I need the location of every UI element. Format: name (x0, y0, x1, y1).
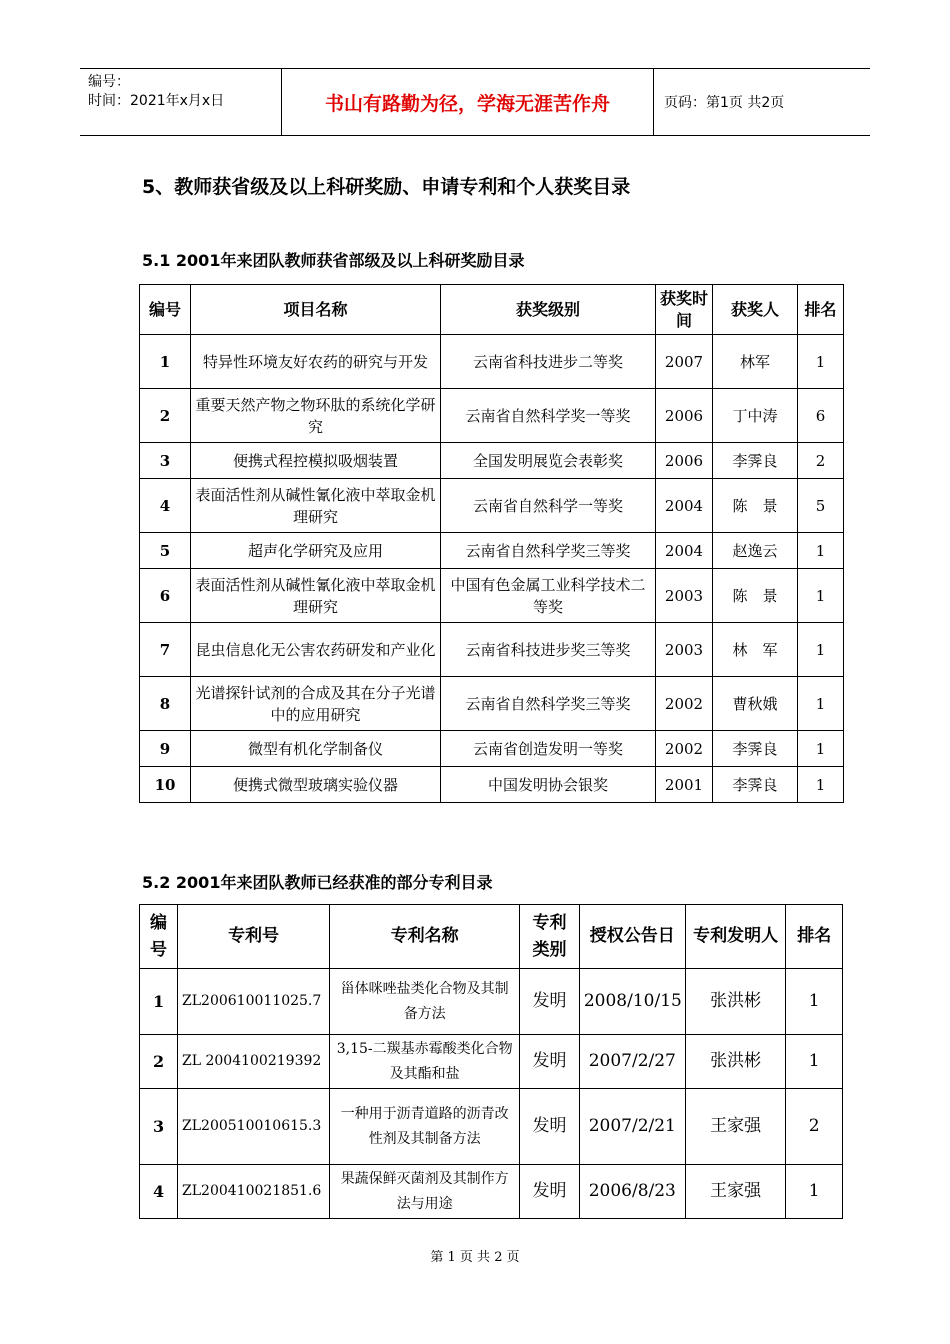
awards-cell: 便携式程控模拟吸烟装置 (191, 443, 441, 479)
page-header (80, 68, 870, 136)
awards-cell: 5 (140, 533, 191, 569)
patents-cell: 2007/2/21 (579, 1089, 685, 1165)
awards-cell: 3 (140, 443, 191, 479)
awards-cell: 1 (798, 533, 844, 569)
awards-cell: 李霁良 (713, 731, 798, 767)
patents-header-cell: 编号 (140, 905, 178, 969)
awards-cell: 2003 (656, 623, 713, 677)
awards-cell: 9 (140, 731, 191, 767)
patents-cell: ZL200410021851.6 (178, 1165, 330, 1219)
patents-cell: 一种用于沥青道路的沥青改性剂及其制备方法 (330, 1089, 520, 1165)
awards-cell: 1 (798, 569, 844, 623)
awards-header-cell: 获奖人 (713, 285, 798, 335)
awards-cell: 光谱探针试剂的合成及其在分子光谱中的应用研究 (191, 677, 441, 731)
awards-cell: 2004 (656, 479, 713, 533)
awards-cell: 2003 (656, 569, 713, 623)
awards-cell: 1 (140, 335, 191, 389)
awards-cell: 特异性环境友好农药的研究与开发 (191, 335, 441, 389)
awards-cell: 李霁良 (713, 443, 798, 479)
awards-cell: 1 (798, 677, 844, 731)
table-row (140, 479, 844, 533)
patents-cell: 1 (786, 1165, 843, 1219)
table-row (140, 443, 844, 479)
table-row (140, 335, 844, 389)
awards-cell: 2 (140, 389, 191, 443)
awards-cell: 云南省自然科学奖一等奖 (441, 389, 656, 443)
awards-cell: 中国发明协会银奖 (441, 767, 656, 803)
patents-cell: 张洪彬 (685, 969, 786, 1035)
awards-header-row (140, 285, 844, 335)
table-row (140, 1035, 843, 1089)
awards-cell: 重要天然产物之物环肽的系统化学研究 (191, 389, 441, 443)
patents-cell: ZL200610011025.7 (178, 969, 330, 1035)
header-time: 时间：2021年x月x日 (88, 93, 225, 109)
patents-cell: ZL 2004100219392 (178, 1035, 330, 1089)
awards-cell: 陈 景 (713, 479, 798, 533)
patents-cell: 2 (786, 1089, 843, 1165)
patents-header-cell: 排名 (786, 905, 843, 969)
awards-cell: 云南省创造发明一等奖 (441, 731, 656, 767)
page-footer: 第 1 页 共 2 页 (430, 1250, 520, 1265)
awards-cell: 中国有色金属工业科学技术二等奖 (441, 569, 656, 623)
awards-cell: 10 (140, 767, 191, 803)
awards-header-cell: 项目名称 (191, 285, 441, 335)
patents-header-cell: 专利名称 (330, 905, 520, 969)
header-meta (80, 69, 282, 135)
awards-cell: 林军 (713, 335, 798, 389)
patents-cell: 王家强 (685, 1165, 786, 1219)
header-motto: 书山有路勤为径，学海无涯苦作舟 (282, 69, 654, 135)
awards-cell: 2001 (656, 767, 713, 803)
awards-title: 5.1 2001年来团队教师获省部级及以上科研奖励目录 (142, 251, 525, 270)
awards-header-cell: 获奖级别 (441, 285, 656, 335)
patents-header-cell: 专利发明人 (685, 905, 786, 969)
awards-cell: 2007 (656, 335, 713, 389)
awards-table (139, 284, 844, 803)
patents-cell: 2008/10/15 (579, 969, 685, 1035)
awards-cell: 超声化学研究及应用 (191, 533, 441, 569)
awards-cell: 2002 (656, 677, 713, 731)
patents-cell: 发明 (520, 1165, 580, 1219)
awards-cell: 陈 景 (713, 569, 798, 623)
patents-header-cell: 专利类别 (520, 905, 580, 969)
awards-cell: 便携式微型玻璃实验仪器 (191, 767, 441, 803)
patents-cell: 2007/2/27 (579, 1035, 685, 1089)
patents-header-cell: 授权公告日 (579, 905, 685, 969)
awards-cell: 曹秋娥 (713, 677, 798, 731)
patents-cell: 1 (786, 969, 843, 1035)
patents-cell: 果蔬保鲜灭菌剂及其制作方法与用途 (330, 1165, 520, 1219)
awards-cell: 7 (140, 623, 191, 677)
awards-cell: 云南省自然科学奖三等奖 (441, 677, 656, 731)
awards-cell: 2004 (656, 533, 713, 569)
header-number: 编号： (88, 74, 130, 90)
awards-cell: 林 军 (713, 623, 798, 677)
awards-header-cell: 获奖时间 (656, 285, 713, 335)
awards-cell: 昆虫信息化无公害农药研发和产业化 (191, 623, 441, 677)
patents-cell: 甾体咪唑盐类化合物及其制备方法 (330, 969, 520, 1035)
patents-cell: ZL200510010615.3 (178, 1089, 330, 1165)
awards-cell: 2006 (656, 389, 713, 443)
patents-cell: 3,15-二羰基赤霉酸类化合物及其酯和盐 (330, 1035, 520, 1089)
awards-cell: 微型有机化学制备仪 (191, 731, 441, 767)
section-title: 5、教师获省级及以上科研奖励、申请专利和个人获奖目录 (142, 176, 631, 198)
awards-cell: 6 (140, 569, 191, 623)
awards-header-cell: 排名 (798, 285, 844, 335)
table-row (140, 569, 844, 623)
awards-cell: 丁中涛 (713, 389, 798, 443)
awards-cell: 全国发明展览会表彰奖 (441, 443, 656, 479)
patents-cell: 1 (140, 969, 178, 1035)
awards-cell: 表面活性剂从碱性氰化液中萃取金机理研究 (191, 479, 441, 533)
awards-cell: 李霁良 (713, 767, 798, 803)
awards-cell: 5 (798, 479, 844, 533)
awards-cell: 1 (798, 623, 844, 677)
awards-cell: 云南省科技进步二等奖 (441, 335, 656, 389)
patents-title: 5.2 2001年来团队教师已经获准的部分专利目录 (142, 873, 493, 892)
patents-cell: 发明 (520, 1035, 580, 1089)
awards-header-cell: 编号 (140, 285, 191, 335)
awards-cell: 4 (140, 479, 191, 533)
awards-cell: 6 (798, 389, 844, 443)
patents-header-cell: 专利号 (178, 905, 330, 969)
patents-cell: 张洪彬 (685, 1035, 786, 1089)
patents-table (139, 904, 843, 1219)
table-row (140, 731, 844, 767)
awards-cell: 云南省自然科学一等奖 (441, 479, 656, 533)
awards-cell: 表面活性剂从碱性氰化液中萃取金机理研究 (191, 569, 441, 623)
patents-cell: 4 (140, 1165, 178, 1219)
awards-cell: 2 (798, 443, 844, 479)
awards-cell: 1 (798, 335, 844, 389)
patents-cell: 1 (786, 1035, 843, 1089)
patents-cell: 2006/8/23 (579, 1165, 685, 1219)
awards-cell: 赵逸云 (713, 533, 798, 569)
patents-cell: 发明 (520, 969, 580, 1035)
table-row (140, 969, 843, 1035)
patents-cell: 发明 (520, 1089, 580, 1165)
awards-cell: 1 (798, 731, 844, 767)
table-row (140, 623, 844, 677)
awards-cell: 2006 (656, 443, 713, 479)
table-row (140, 533, 844, 569)
awards-cell: 1 (798, 767, 844, 803)
header-page: 页码：第1页 共2页 (664, 95, 785, 111)
awards-cell: 2002 (656, 731, 713, 767)
awards-cell: 云南省自然科学奖三等奖 (441, 533, 656, 569)
patents-cell: 2 (140, 1035, 178, 1089)
table-row (140, 1089, 843, 1165)
patents-cell: 3 (140, 1089, 178, 1165)
table-row (140, 389, 844, 443)
table-row (140, 677, 844, 731)
awards-cell: 云南省科技进步奖三等奖 (441, 623, 656, 677)
patents-cell: 王家强 (685, 1089, 786, 1165)
table-row (140, 1165, 843, 1219)
awards-cell: 8 (140, 677, 191, 731)
table-row (140, 767, 844, 803)
patents-header-row (140, 905, 843, 969)
